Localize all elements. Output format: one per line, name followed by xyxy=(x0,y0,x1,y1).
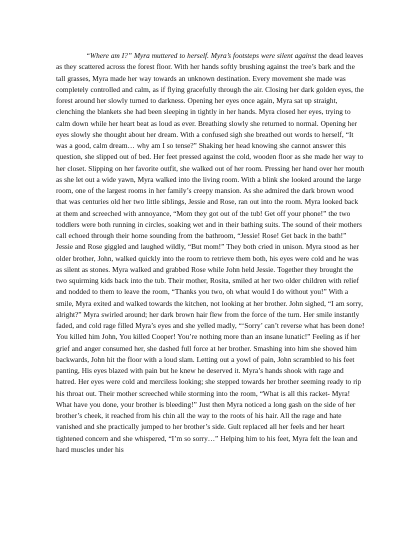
story-paragraph xyxy=(56,50,365,455)
story-body-text: the dead leaves as they scattered across the forest floor. With her hands softly brushing against the tree’s bark and the tall grasses, Myra made her way towards an unknown destination. Every movement she made was completely controlled and calm, as if flying gracefully through the air. Closing her dark golden eyes, the forest around her slowly turned to darkness. Opening her eyes once again, Myra sat up straight, clenching the blankets she had been sleeping in tightly in her hands. Myra closed her eyes, trying to calm down while her heart beat as loud as ever. Breathing slowly she returned to normal. Opening her eyes slowly she thought about her dream. With a confused sigh she breathed out words to herself, “It was a good, calm dream… why am I so tense?” Shaking her head knowing she cannot answer this question, she slipped out of bed. Her feet pressed against the cold, wooden floor as she made her way to her closet. Slipping on her favorite outfit, she walked out of her room. Pressing her hand over her mouth as she let out a wide yawn, Myra walked into the living room. With a blink she looked around the large room, one of the largest rooms in her family’s creepy mansion. As she admired the dark brown wood that was centuries old her two little siblings, Jessie and Rose, ran out into the room. Myra looked back at them and screeched with annoyance, “Mom they got out of the tub! Get off your phone!” the two toddlers were both running in circles, soaking wet and in their bathing suits. The sound of their mothers call echoed through their home sounding from the bathroom, “Jessie! Rose! Get back in the bath!” Jessie and Rose giggled and laughed wildly, “But mom!” They both cried in unison. Myra stood as her older brother, John, walked quickly into the room to retrieve them both, his eyes were cold and he was as silent as stones. Myra walked and grabbed Rose while John held Jessie. Together they brought the two squirming kids back into the tub. Their mother, Rosita, smiled at her two older children with relief and nodded to them to leave the room, “Thanks you two, oh what would I do without you!” With a smile, Myra exited and walked towards the kitchen, not looking at her brother. John sighed, “I am sorry, alright?” Myra swirled around; her dark brown hair flew from the force of the turn. Her smile instantly faded, and cold rage filled Myra’s eyes and she yelled madly, “‘Sorry’ can’t reverse what has been done! You killed him John, You killed Cooper! You’re nothing more than an insane lunatic!” Feeling as if her grief and anger consumed her, she dashed full force at her brother. Smashing into him she shoved him backwards, John hit the floor with a loud slam. Letting out a yowl of pain, John scrambled to his feet panting, His eyes blazed with pain but he knew he deserved it. Myra’s hands shook with rage and hatred. Her eyes were cold and merciless looking; she stepped towards her brother seeming ready to rip his throat out. Their mother screeched while storming into the room, “What is all this racket- Myra! What have you done, your brother is bleeding!” Just then Myra noticed a long gash on the side of her brother’s cheek, it reached from his chin all the way to the roots of his hair. All the rage and hate vanished and she practically jumped to her brother’s side. Gult replaced all her feels and her heart tightened concern and she whispered, “I’m so sorry…” Helping him to his feet, Myra felt the lean and hard muscles under his xyxy=(56,51,365,454)
opening-line-italic: “Where am I?” Myra muttered to herself. Myra’s footsteps were silent against xyxy=(86,51,317,60)
